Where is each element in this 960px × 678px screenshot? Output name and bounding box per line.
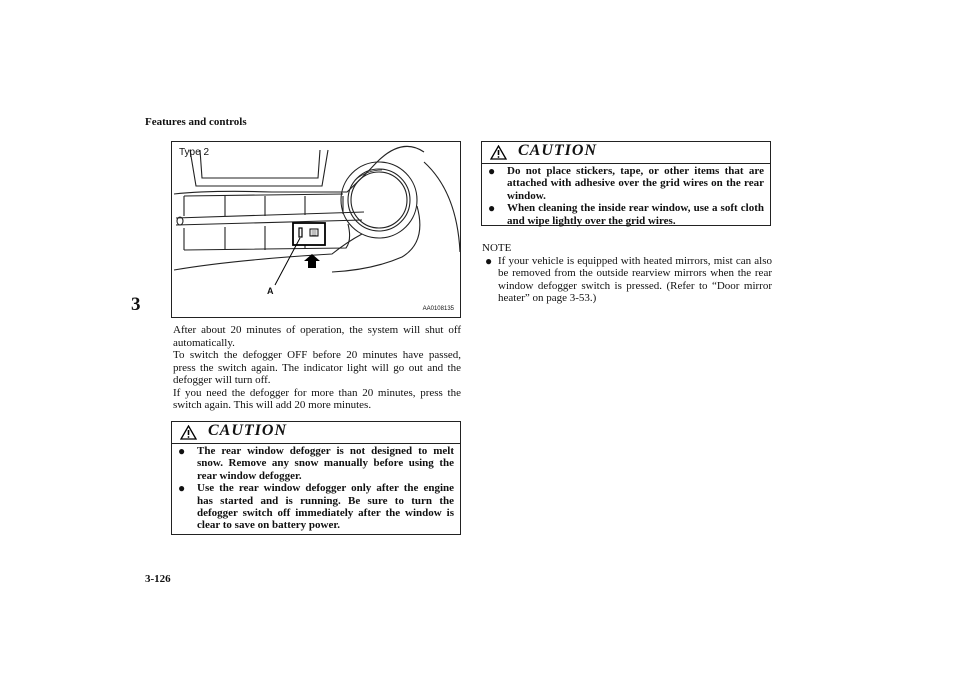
figure-type-label: Type 2 [179,147,210,158]
bullet-icon: ● [488,164,496,178]
caution-item-text: When cleaning the inside rear window, use a soft cloth and wipe lightly over the grid wires. [507,202,764,227]
caution-item [488,202,764,227]
note-item [482,255,772,305]
callout-label: A [267,286,274,296]
bullet-icon: ● [178,481,186,496]
note-section [482,242,772,305]
control-panel-illustration [172,142,461,318]
caution-item [178,445,454,482]
caution-item-text: Use the rear window defogger only after the engine has started and is running. Be sure to turn the defogger switch off immediately after the window is clear to save on battery power. [197,482,454,532]
caution-item-text: Do not place stickers, tape, or other items that are attached with adhesive over the grid wires on the rear window. [507,165,764,202]
page-number: 3-126 [145,573,171,585]
caution-box-left [171,421,461,535]
body-paragraph: After about 20 minutes of operation, the system will shut off automatically. [173,324,461,349]
caution-title: CAUTION [518,142,598,159]
caution-item-text: The rear window defogger is not designed to melt snow. Remove any snow manually before using the rear window defogger. [197,445,454,482]
defogger-switch-figure [171,141,461,318]
warning-triangle-icon [490,145,507,160]
body-paragraph: To switch the defogger OFF before 20 minutes have passed, press the switch again. The indicator light will go out and the defogger will turn off. [173,349,461,386]
warning-triangle-icon [180,425,197,440]
bullet-icon: ● [485,253,493,268]
caution-heading [172,422,460,443]
caution-list [178,445,454,532]
note-label: NOTE [482,242,512,254]
body-text [173,324,461,412]
bullet-icon: ● [178,444,186,458]
note-item-text: If your vehicle is equipped with heated mirrors, mist can also be removed from the outside rearview mirrors when the rear window defogger switch is pressed. (Refer to “Door mirror heater” on page 3-53.) [498,254,772,304]
caution-item [488,165,764,202]
caution-box-right [481,141,771,226]
caution-list [488,165,764,227]
caution-divider [172,443,460,444]
caution-title: CAUTION [208,422,288,439]
caution-divider [482,163,770,164]
body-paragraph: If you need the defogger for more than 20 minutes, press the switch again. This will add 20 more minutes. [173,386,461,411]
bullet-icon: ● [488,201,496,216]
caution-heading [482,142,770,163]
section-header: Features and controls [145,116,247,128]
figure-code: AA0108135 [422,306,454,312]
caution-item [178,482,454,532]
chapter-tab: 3 [131,294,141,315]
